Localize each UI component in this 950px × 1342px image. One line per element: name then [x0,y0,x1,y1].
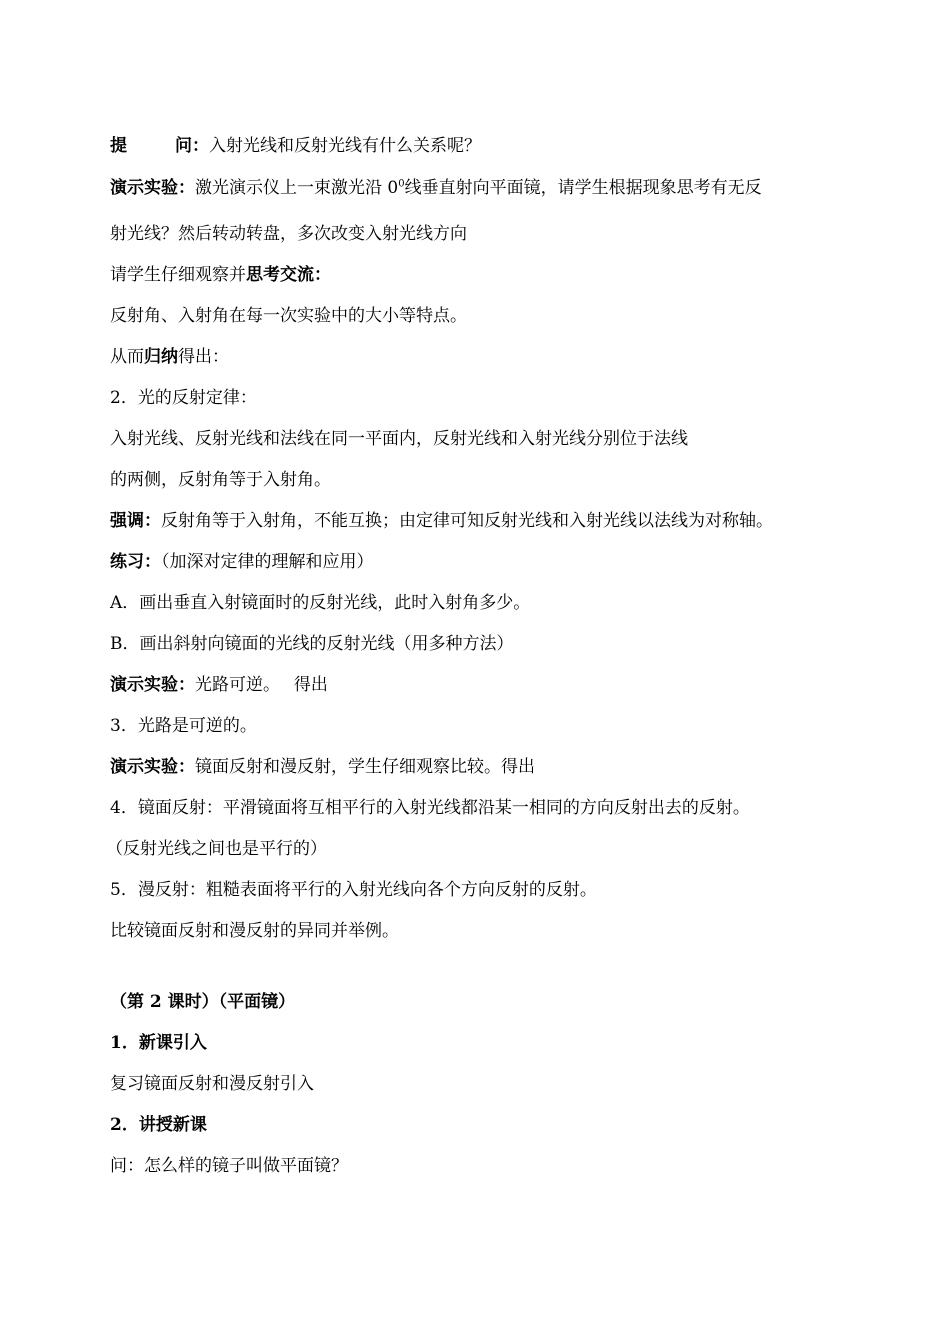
demo-reflection-text: 镜面反射和漫反射，学生仔细观察比较。得出 [195,757,535,777]
law-line-2 [110,469,860,491]
angles-line [110,305,860,327]
diffuse-text: 5．漫反射：粗糙表面将平行的入射光线向各个方向反射的反射。 [110,880,597,900]
parallel-note-text: （反射光线之间也是平行的） [106,839,327,859]
teach-new-lesson-text: 2．讲授新课 [110,1115,207,1135]
practice-a-text: A．画出垂直入射镜面时的反射光线，此时入射角多少。 [110,593,531,613]
diffuse-line [110,879,860,901]
review-line [110,1073,860,1095]
practice-line [110,551,860,573]
compare-text: 比较镜面反射和漫反射的异同并举例。 [110,921,399,941]
question-label-a: 提 [110,136,127,156]
parallel-note-line [106,838,860,860]
new-lesson-intro-heading [110,1032,860,1054]
conclude-text-a: 从而 [110,347,144,367]
specular-line [110,797,860,819]
law-heading [110,387,860,409]
law-heading-text: 2．光的反射定律： [110,388,257,408]
emphasis-label: 强调： [110,511,161,531]
demo-label: 演示实验： [110,178,195,198]
practice-b [110,633,860,655]
think-exchange-label: 思考交流： [246,265,331,285]
demo-text-b: 线垂直射向平面镜，请学生根据现象思考有无反 [404,178,762,198]
law-text-2: 的两侧，反射角等于入射角。 [110,470,331,490]
reversible-text: 3．光路是可逆的。 [110,716,257,736]
review-text: 复习镜面反射和漫反射引入 [110,1074,314,1094]
emphasis-line [110,510,860,532]
observe-text: 请学生仔细观察并 [110,265,246,285]
lesson-2-heading [110,991,860,1013]
demo-reflection-label: 演示实验： [110,757,195,777]
observe-line [110,264,860,286]
demo-reversible-label: 演示实验： [110,675,195,695]
demo-reversible-line [110,674,860,696]
practice-text: （加深对定律的理解和应用） [161,552,374,572]
plane-mirror-question-text: 问：怎么样的镜子叫做平面镜？ [110,1156,348,1176]
reversible-heading [110,715,860,737]
practice-b-text: B．画出斜射向镜面的光线的反射光线（用多种方法） [110,634,514,654]
question-line [110,135,860,157]
conclude-bold: 归纳 [144,347,178,367]
demo-reversible-text: 光路可逆。 得出 [195,675,328,695]
compare-line [110,920,860,942]
demo-text-a: 激光演示仪上一束激光沿 0 [195,178,399,198]
practice-label: 练习： [110,552,161,572]
teach-new-lesson-heading [110,1114,860,1136]
conclude-line [110,346,860,368]
demo-reflection-line [110,756,860,778]
emphasis-text: 反射角等于入射角，不能互换；由定律可知反射光线和入射光线以法线为对称轴。 [161,511,773,531]
demo-text-c: 射光线？然后转动转盘，多次改变入射光线方向 [110,224,467,244]
specular-text: 4．镜面反射：平滑镜面将互相平行的入射光线都沿某一相同的方向反射出去的反射。 [110,798,750,818]
demo-experiment-line-2 [110,223,860,245]
law-text-1: 入射光线、反射光线和法线在同一平面内，反射光线和入射光线分别位于法线 [110,429,688,449]
lesson-2-heading-text: （第 2 课时）（平面镜） [110,992,296,1012]
law-line-1 [110,428,860,450]
degree-superscript: 0 [398,178,405,190]
conclude-text-b: 得出： [178,347,229,367]
angles-text: 反射角、入射角在每一次实验中的大小等特点。 [110,306,467,326]
practice-a [110,592,860,614]
demo-experiment-line-1 [110,177,860,199]
new-lesson-intro-text: 1．新课引入 [110,1033,207,1053]
plane-mirror-question [110,1155,860,1177]
question-text: 入射光线和反射光线有什么关系呢？ [209,136,481,156]
question-label-b: 问： [175,136,209,156]
